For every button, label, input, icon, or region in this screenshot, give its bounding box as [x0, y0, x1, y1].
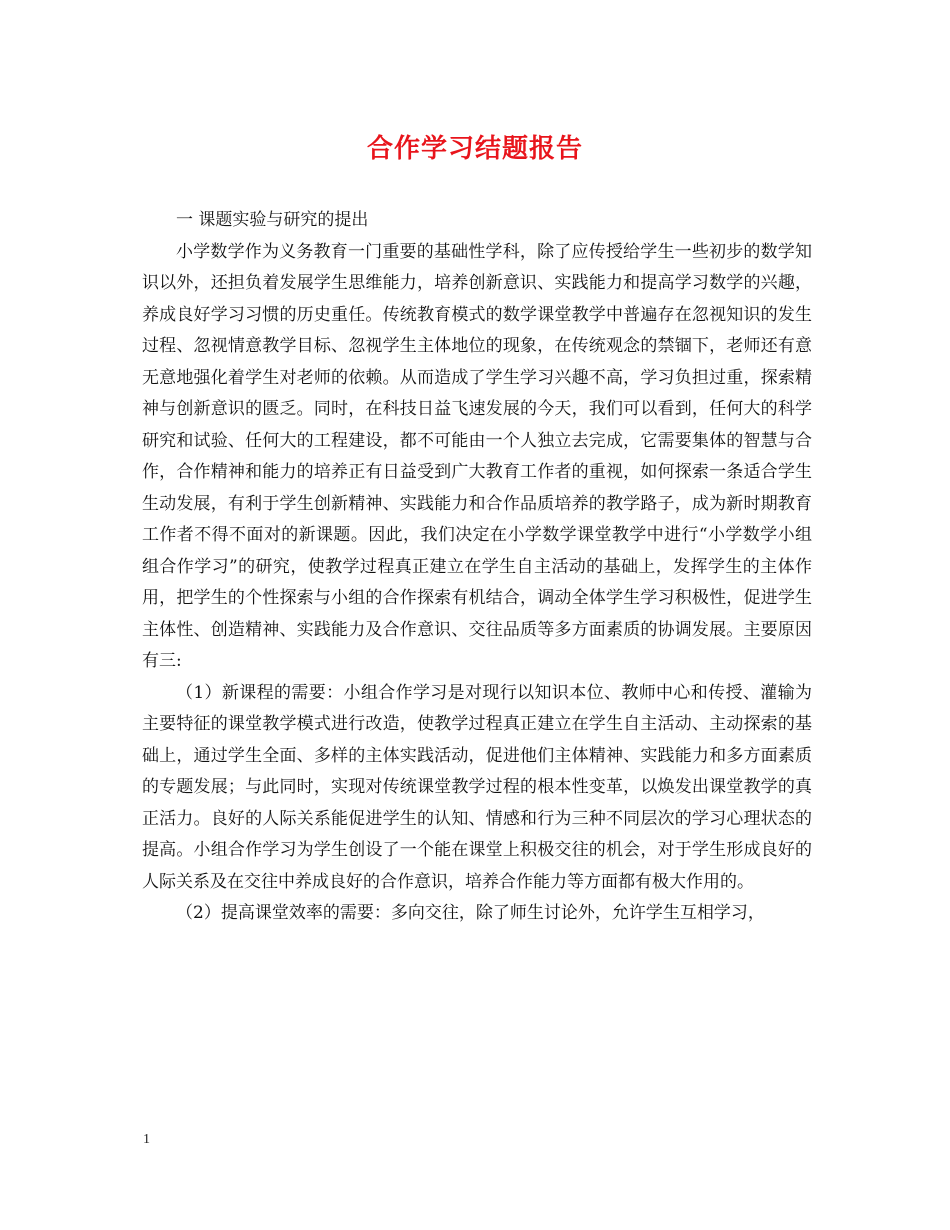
- document-title: 合作学习结题报告: [366, 134, 583, 164]
- document-body: [142, 205, 812, 930]
- page-number: 1: [143, 1132, 150, 1147]
- paragraph-reason-1: （1）新课程的需要：小组合作学习是对现行以知识本位、教师中心和传授、灌输为主要特征的课堂教学模式进行改造，使教学过程真正建立在学生自主活动、主动探索的基础上，通过学生全面、多样的主体实践活动，促进他们主体精神、实践能力和多方面素质的专题发展；与此同时，实现对传统课堂教学过程的根本性变革，以焕发出课堂教学的真正活力。良好的人际关系能促进学生的认知、情感和行为三种不同层次的学习心理状态的提高。小组合作学习为学生创设了一个能在课堂上积极交往的机会，对于学生形成良好的人际关系及在交往中养成良好的合作意识，培养合作能力等方面都有极大作用的。: [142, 682, 812, 892]
- paragraph-intro: 小学数学作为义务教育一门重要的基础性学科，除了应传授给学生一些初步的数学知识以外，还担负着发展学生思维能力，培养创新意识、实践能力和提高学习数学的兴趣，养成良好学习习惯的历史重任。传统教育模式的数学课堂教学中普遍存在忽视知识的发生过程、忽视情意教学目标、忽视学生主体地位的现象，在传统观念的禁锢下，老师还有意无意地强化着学生对老师的依赖。从而造成了学生学习兴趣不高，学习负担过重，探索精神与创新意识的匮乏。同时，在科技日益飞速发展的今天，我们可以看到，任何大的科学研究和试验、任何大的工程建设，都不可能由一个人独立去完成，它需要集体的智慧与合作，合作精神和能力的培养正有日益受到广大教育工作者的重视，如何探索一条适合学生生动发展，有利于学生创新精神、实践能力和合作品质培养的教学路子，成为新时期教育工作者不得不面对的新课题。因此，我们决定在小学数学课堂教学中进行“小学数学小组组合作学习”的研究，使教学过程真正建立在学生自主活动的基础上，发挥学生的主体作用，把学生的个性探索与小组的合作探索有机结合，调动全体学生学习积极性，促进学生主体性、创造精神、实践能力及合作意识、交往品质等多方面素质的协调发展。主要原因有三:: [142, 241, 812, 671]
- section-heading: 一 课题实验与研究的提出: [176, 210, 369, 230]
- paragraph-reason-2: （2）提高课堂效率的需要：多向交往，除了师生讨论外，允许学生互相学习，: [176, 903, 765, 923]
